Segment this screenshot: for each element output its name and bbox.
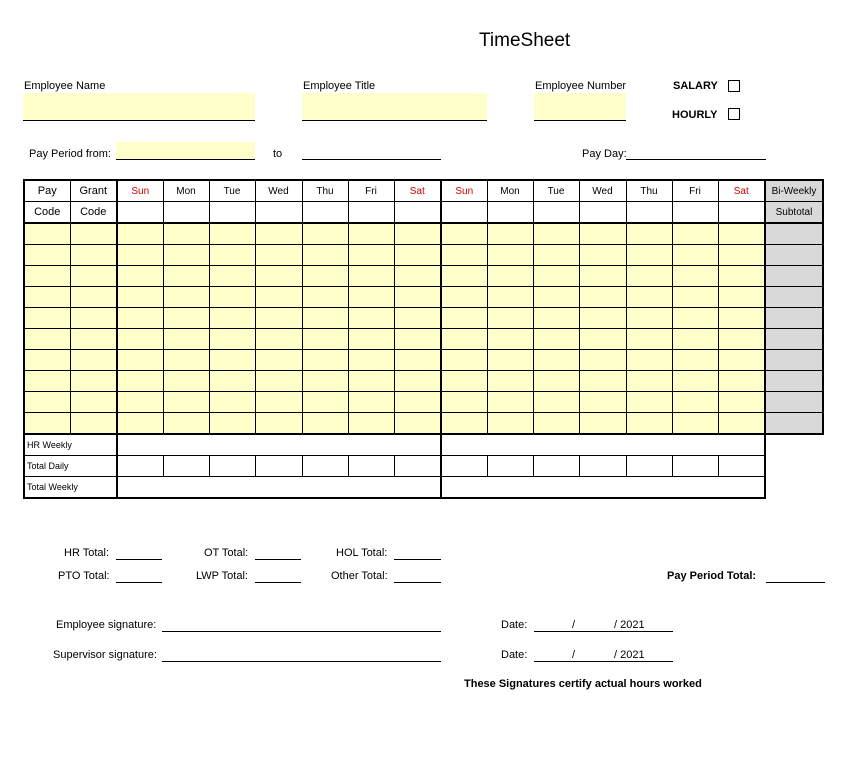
date-cell[interactable]	[255, 202, 302, 224]
hours-cell[interactable]	[394, 308, 441, 329]
date-cell[interactable]	[487, 202, 533, 224]
hours-cell[interactable]	[117, 266, 163, 287]
date-cell[interactable]	[117, 202, 163, 224]
pay-code-cell[interactable]	[24, 371, 70, 392]
hours-cell[interactable]	[672, 329, 718, 350]
hours-cell[interactable]	[209, 371, 255, 392]
day-header-sun: Sun	[117, 180, 163, 202]
day-header-wed: Wed	[255, 180, 302, 202]
grant-code-cell[interactable]	[70, 223, 117, 245]
hours-cell[interactable]	[672, 266, 718, 287]
hours-cell[interactable]	[718, 223, 765, 245]
pay-code-cell[interactable]	[24, 266, 70, 287]
hours-cell[interactable]	[626, 392, 672, 413]
hours-cell[interactable]	[533, 308, 579, 329]
hr-weekly-label: HR Weekly	[24, 434, 117, 456]
hours-cell[interactable]	[441, 245, 487, 266]
hours-cell[interactable]	[533, 350, 579, 371]
hours-cell[interactable]	[718, 371, 765, 392]
hours-cell[interactable]	[579, 392, 626, 413]
hours-cell[interactable]	[255, 245, 302, 266]
other-total-label: Other Total:	[331, 570, 388, 582]
pay-period-to-field[interactable]	[302, 159, 441, 160]
hr-weekly-week2[interactable]	[441, 434, 765, 456]
daily-total-cell[interactable]	[394, 456, 441, 477]
hours-cell[interactable]	[209, 223, 255, 245]
hr-weekly-week1[interactable]	[117, 434, 441, 456]
pay-day-label: Pay Day:	[582, 148, 627, 160]
date-cell[interactable]	[348, 202, 394, 224]
total-weekly-label: Total Weekly	[24, 477, 117, 499]
hours-cell[interactable]	[302, 287, 348, 308]
hours-cell[interactable]	[209, 308, 255, 329]
daily-total-cell[interactable]	[672, 456, 718, 477]
hours-cell[interactable]	[672, 392, 718, 413]
hours-cell[interactable]	[302, 223, 348, 245]
hours-cell[interactable]	[579, 350, 626, 371]
grant-code-cell[interactable]	[70, 392, 117, 413]
hours-cell[interactable]	[255, 266, 302, 287]
supervisor-date-label: Date:	[501, 649, 528, 661]
hours-cell[interactable]	[487, 245, 533, 266]
salary-checkbox[interactable]	[728, 80, 740, 92]
date-cell[interactable]	[579, 202, 626, 224]
employee-name-field[interactable]	[23, 93, 255, 121]
hours-cell[interactable]	[441, 223, 487, 245]
certify-note: These Signatures certify actual hours worked	[464, 678, 702, 690]
hours-cell[interactable]	[672, 371, 718, 392]
hours-cell[interactable]	[117, 287, 163, 308]
total-weekly-row	[24, 477, 823, 499]
hours-cell[interactable]	[672, 245, 718, 266]
employee-title-field[interactable]	[302, 93, 487, 121]
supervisor-date-field[interactable]	[534, 661, 673, 662]
hourly-label: HOURLY	[672, 109, 718, 121]
total-weekly-week1[interactable]	[117, 477, 441, 499]
hours-cell[interactable]	[487, 413, 533, 435]
pay-code-header: Pay	[24, 180, 70, 202]
subtotal-header: Subtotal	[765, 202, 823, 224]
hours-cell[interactable]	[718, 287, 765, 308]
pay-period-to-label: to	[273, 148, 283, 160]
hours-cell[interactable]	[117, 413, 163, 435]
grant-code-header: Grant	[70, 180, 117, 202]
hours-cell[interactable]	[163, 266, 209, 287]
daily-total-cell[interactable]	[626, 456, 672, 477]
subtotal-cell[interactable]	[765, 371, 823, 392]
hours-cell[interactable]	[579, 329, 626, 350]
day-header-thu: Thu	[302, 180, 348, 202]
hours-cell[interactable]	[348, 308, 394, 329]
entry-row	[24, 350, 823, 371]
hours-cell[interactable]	[718, 308, 765, 329]
employee-date-slash: /	[572, 619, 576, 631]
hours-cell[interactable]	[348, 329, 394, 350]
hours-cell[interactable]	[533, 329, 579, 350]
total-daily-row	[24, 456, 823, 477]
lwp-total-field[interactable]	[255, 582, 301, 583]
entry-row	[24, 371, 823, 392]
hol-total-field[interactable]	[394, 559, 441, 560]
hours-cell[interactable]	[255, 413, 302, 435]
hours-cell[interactable]	[441, 413, 487, 435]
hours-cell[interactable]	[348, 287, 394, 308]
daily-total-cell[interactable]	[209, 456, 255, 477]
empty-cell	[765, 477, 823, 499]
hours-cell[interactable]	[255, 371, 302, 392]
hours-cell[interactable]	[672, 350, 718, 371]
hours-cell[interactable]	[626, 245, 672, 266]
hours-cell[interactable]	[533, 223, 579, 245]
subtotal-cell[interactable]	[765, 245, 823, 266]
pay-period-from-field[interactable]	[116, 142, 255, 160]
day-header-mon: Mon	[487, 180, 533, 202]
day-header-sat: Sat	[394, 180, 441, 202]
hours-cell[interactable]	[394, 223, 441, 245]
entry-row	[24, 266, 823, 287]
biweekly-header: Bi-Weekly	[765, 180, 823, 202]
daily-total-cell[interactable]	[718, 456, 765, 477]
hours-cell[interactable]	[487, 392, 533, 413]
hours-cell[interactable]	[626, 287, 672, 308]
grant-code-cell[interactable]	[70, 266, 117, 287]
pay-code-cell[interactable]	[24, 223, 70, 245]
hours-cell[interactable]	[579, 413, 626, 435]
date-cell[interactable]	[672, 202, 718, 224]
hours-cell[interactable]	[255, 223, 302, 245]
subtotal-cell[interactable]	[765, 329, 823, 350]
grant-code-cell[interactable]	[70, 287, 117, 308]
employee-number-field[interactable]	[534, 93, 626, 121]
day-header-mon: Mon	[163, 180, 209, 202]
hours-cell[interactable]	[163, 392, 209, 413]
employee-title-label: Employee Title	[303, 80, 376, 92]
daily-total-cell[interactable]	[117, 456, 163, 477]
salary-label: SALARY	[673, 80, 718, 92]
hours-cell[interactable]	[672, 223, 718, 245]
hours-cell[interactable]	[302, 413, 348, 435]
hours-cell[interactable]	[163, 223, 209, 245]
hours-cell[interactable]	[394, 329, 441, 350]
empty-cell	[765, 434, 823, 456]
day-header-sat: Sat	[718, 180, 765, 202]
hours-cell[interactable]	[117, 371, 163, 392]
hours-cell[interactable]	[579, 223, 626, 245]
hourly-checkbox[interactable]	[728, 108, 740, 120]
subtotal-cell[interactable]	[765, 392, 823, 413]
hours-cell[interactable]	[441, 287, 487, 308]
hours-cell[interactable]	[209, 266, 255, 287]
hours-cell[interactable]	[672, 308, 718, 329]
supervisor-date-slash: /	[572, 649, 576, 661]
date-cell[interactable]	[441, 202, 487, 224]
hours-cell[interactable]	[441, 371, 487, 392]
subtotal-cell[interactable]	[765, 266, 823, 287]
hours-cell[interactable]	[487, 329, 533, 350]
hours-cell[interactable]	[441, 392, 487, 413]
hours-cell[interactable]	[348, 223, 394, 245]
day-header-wed: Wed	[579, 180, 626, 202]
hours-cell[interactable]	[718, 245, 765, 266]
hours-cell[interactable]	[163, 308, 209, 329]
entry-row	[24, 329, 823, 350]
hours-cell[interactable]	[672, 413, 718, 435]
employee-name-label: Employee Name	[24, 80, 106, 92]
hours-cell[interactable]	[302, 371, 348, 392]
hours-cell[interactable]	[255, 308, 302, 329]
hours-cell[interactable]	[718, 413, 765, 435]
ot-total-field[interactable]	[255, 559, 301, 560]
hr-total-label: HR Total:	[64, 547, 110, 559]
hours-cell[interactable]	[117, 245, 163, 266]
subtotal-cell[interactable]	[765, 223, 823, 245]
hours-cell[interactable]	[441, 350, 487, 371]
day-header-fri: Fri	[348, 180, 394, 202]
entry-row	[24, 308, 823, 329]
hours-cell[interactable]	[626, 413, 672, 435]
grant-code-cell[interactable]	[70, 245, 117, 266]
pay-code-cell[interactable]	[24, 392, 70, 413]
hours-cell[interactable]	[117, 308, 163, 329]
pay-day-field[interactable]	[626, 159, 766, 160]
subtotal-cell[interactable]	[765, 308, 823, 329]
hours-cell[interactable]	[579, 245, 626, 266]
hours-cell[interactable]	[209, 392, 255, 413]
date-cell[interactable]	[718, 202, 765, 224]
date-cell[interactable]	[394, 202, 441, 224]
pay-code-cell[interactable]	[24, 245, 70, 266]
hours-cell[interactable]	[348, 350, 394, 371]
hours-cell[interactable]	[163, 287, 209, 308]
pay-code-cell[interactable]	[24, 329, 70, 350]
hours-cell[interactable]	[626, 329, 672, 350]
hours-cell[interactable]	[348, 392, 394, 413]
date-cell[interactable]	[163, 202, 209, 224]
hours-cell[interactable]	[209, 413, 255, 435]
pay-period-total-label: Pay Period Total:	[667, 570, 757, 582]
hours-cell[interactable]	[533, 245, 579, 266]
pto-total-label: PTO Total:	[58, 570, 110, 582]
hours-cell[interactable]	[255, 392, 302, 413]
hours-cell[interactable]	[255, 329, 302, 350]
hol-total-label: HOL Total:	[336, 547, 388, 559]
grant-code-cell[interactable]	[70, 308, 117, 329]
header-row	[24, 180, 823, 202]
hours-cell[interactable]	[626, 371, 672, 392]
subtotal-cell[interactable]	[765, 350, 823, 371]
grant-code-cell[interactable]	[70, 350, 117, 371]
total-daily-label: Total Daily	[24, 456, 117, 477]
hours-cell[interactable]	[487, 223, 533, 245]
employee-date-label: Date:	[501, 619, 528, 631]
empty-cell	[765, 456, 823, 477]
hours-cell[interactable]	[302, 245, 348, 266]
daily-total-cell[interactable]	[579, 456, 626, 477]
employee-signature-field[interactable]	[162, 631, 441, 632]
hours-cell[interactable]	[117, 329, 163, 350]
hours-cell[interactable]	[626, 350, 672, 371]
daily-total-cell[interactable]	[348, 456, 394, 477]
hours-cell[interactable]	[579, 308, 626, 329]
daily-total-cell[interactable]	[302, 456, 348, 477]
pay-code-cell[interactable]	[24, 308, 70, 329]
entry-row	[24, 287, 823, 308]
pay-code-cell[interactable]	[24, 350, 70, 371]
entry-row	[24, 392, 823, 413]
timesheet-grid	[23, 179, 824, 499]
hours-cell[interactable]	[626, 266, 672, 287]
hours-cell[interactable]	[626, 223, 672, 245]
date-cell[interactable]	[533, 202, 579, 224]
hours-cell[interactable]	[302, 350, 348, 371]
hours-cell[interactable]	[533, 287, 579, 308]
hours-cell[interactable]	[209, 245, 255, 266]
pay-code-header-2: Code	[24, 202, 70, 224]
supervisor-signature-label: Supervisor signature:	[53, 649, 157, 661]
hours-cell[interactable]	[348, 266, 394, 287]
hours-cell[interactable]	[255, 350, 302, 371]
header-row-2	[24, 202, 823, 224]
pay-code-cell[interactable]	[24, 413, 70, 435]
hours-cell[interactable]	[579, 371, 626, 392]
hours-cell[interactable]	[533, 392, 579, 413]
hours-cell[interactable]	[533, 413, 579, 435]
hours-cell[interactable]	[394, 392, 441, 413]
other-total-field[interactable]	[394, 582, 441, 583]
hours-cell[interactable]	[163, 371, 209, 392]
day-header-thu: Thu	[626, 180, 672, 202]
employee-number-label: Employee Number	[535, 80, 627, 92]
grant-code-cell[interactable]	[70, 329, 117, 350]
hours-cell[interactable]	[394, 287, 441, 308]
lwp-total-label: LWP Total:	[196, 570, 248, 582]
date-cell[interactable]	[302, 202, 348, 224]
hours-cell[interactable]	[117, 350, 163, 371]
daily-total-cell[interactable]	[163, 456, 209, 477]
supervisor-date-year: / 2021	[614, 649, 645, 661]
hours-cell[interactable]	[209, 329, 255, 350]
day-header-tue: Tue	[209, 180, 255, 202]
subtotal-cell[interactable]	[765, 413, 823, 435]
hours-cell[interactable]	[487, 266, 533, 287]
hours-cell[interactable]	[394, 413, 441, 435]
hours-cell[interactable]	[117, 392, 163, 413]
hours-cell[interactable]	[441, 308, 487, 329]
grant-code-cell[interactable]	[70, 371, 117, 392]
supervisor-signature-field[interactable]	[162, 661, 441, 662]
hours-cell[interactable]	[487, 371, 533, 392]
entry-row	[24, 413, 823, 435]
hours-cell[interactable]	[718, 350, 765, 371]
hours-cell[interactable]	[394, 350, 441, 371]
day-header-fri: Fri	[672, 180, 718, 202]
hours-cell[interactable]	[718, 392, 765, 413]
date-cell[interactable]	[626, 202, 672, 224]
employee-date-year: / 2021	[614, 619, 645, 631]
hours-cell[interactable]	[209, 287, 255, 308]
entry-row	[24, 245, 823, 266]
hours-cell[interactable]	[533, 371, 579, 392]
hours-cell[interactable]	[117, 223, 163, 245]
hours-cell[interactable]	[579, 266, 626, 287]
pto-total-field[interactable]	[116, 582, 162, 583]
total-weekly-week2[interactable]	[441, 477, 765, 499]
hours-cell[interactable]	[302, 266, 348, 287]
hours-cell[interactable]	[348, 245, 394, 266]
hours-cell[interactable]	[533, 266, 579, 287]
subtotal-cell[interactable]	[765, 287, 823, 308]
hours-cell[interactable]	[579, 287, 626, 308]
daily-total-cell[interactable]	[255, 456, 302, 477]
pay-code-cell[interactable]	[24, 287, 70, 308]
hours-cell[interactable]	[163, 413, 209, 435]
hours-cell[interactable]	[487, 308, 533, 329]
entry-row	[24, 223, 823, 245]
hours-cell[interactable]	[487, 287, 533, 308]
hours-cell[interactable]	[672, 287, 718, 308]
hours-cell[interactable]	[626, 308, 672, 329]
hours-cell[interactable]	[487, 350, 533, 371]
hours-cell[interactable]	[302, 308, 348, 329]
hours-cell[interactable]	[348, 371, 394, 392]
grant-code-cell[interactable]	[70, 413, 117, 435]
hours-cell[interactable]	[209, 350, 255, 371]
hours-cell[interactable]	[394, 245, 441, 266]
hours-cell[interactable]	[394, 266, 441, 287]
hours-cell[interactable]	[718, 329, 765, 350]
daily-total-cell[interactable]	[487, 456, 533, 477]
employee-date-field[interactable]	[534, 631, 673, 632]
hours-cell[interactable]	[441, 329, 487, 350]
hours-cell[interactable]	[394, 371, 441, 392]
hours-cell[interactable]	[302, 392, 348, 413]
hours-cell[interactable]	[255, 287, 302, 308]
page-title: TimeSheet	[479, 30, 571, 51]
hours-cell[interactable]	[441, 266, 487, 287]
grant-code-header-2: Code	[70, 202, 117, 224]
hours-cell[interactable]	[163, 329, 209, 350]
pay-period-from-label: Pay Period from:	[29, 148, 111, 160]
employee-signature-label: Employee signature:	[56, 619, 157, 631]
pay-period-total-field[interactable]	[766, 582, 825, 583]
hr-total-field[interactable]	[116, 559, 162, 560]
hr-weekly-row	[24, 434, 823, 456]
hours-cell[interactable]	[163, 350, 209, 371]
hours-cell[interactable]	[348, 413, 394, 435]
ot-total-label: OT Total:	[204, 547, 249, 559]
day-header-sun: Sun	[441, 180, 487, 202]
day-header-tue: Tue	[533, 180, 579, 202]
date-cell[interactable]	[209, 202, 255, 224]
hours-cell[interactable]	[718, 266, 765, 287]
hours-cell[interactable]	[163, 245, 209, 266]
hours-cell[interactable]	[302, 329, 348, 350]
daily-total-cell[interactable]	[441, 456, 487, 477]
daily-total-cell[interactable]	[533, 456, 579, 477]
